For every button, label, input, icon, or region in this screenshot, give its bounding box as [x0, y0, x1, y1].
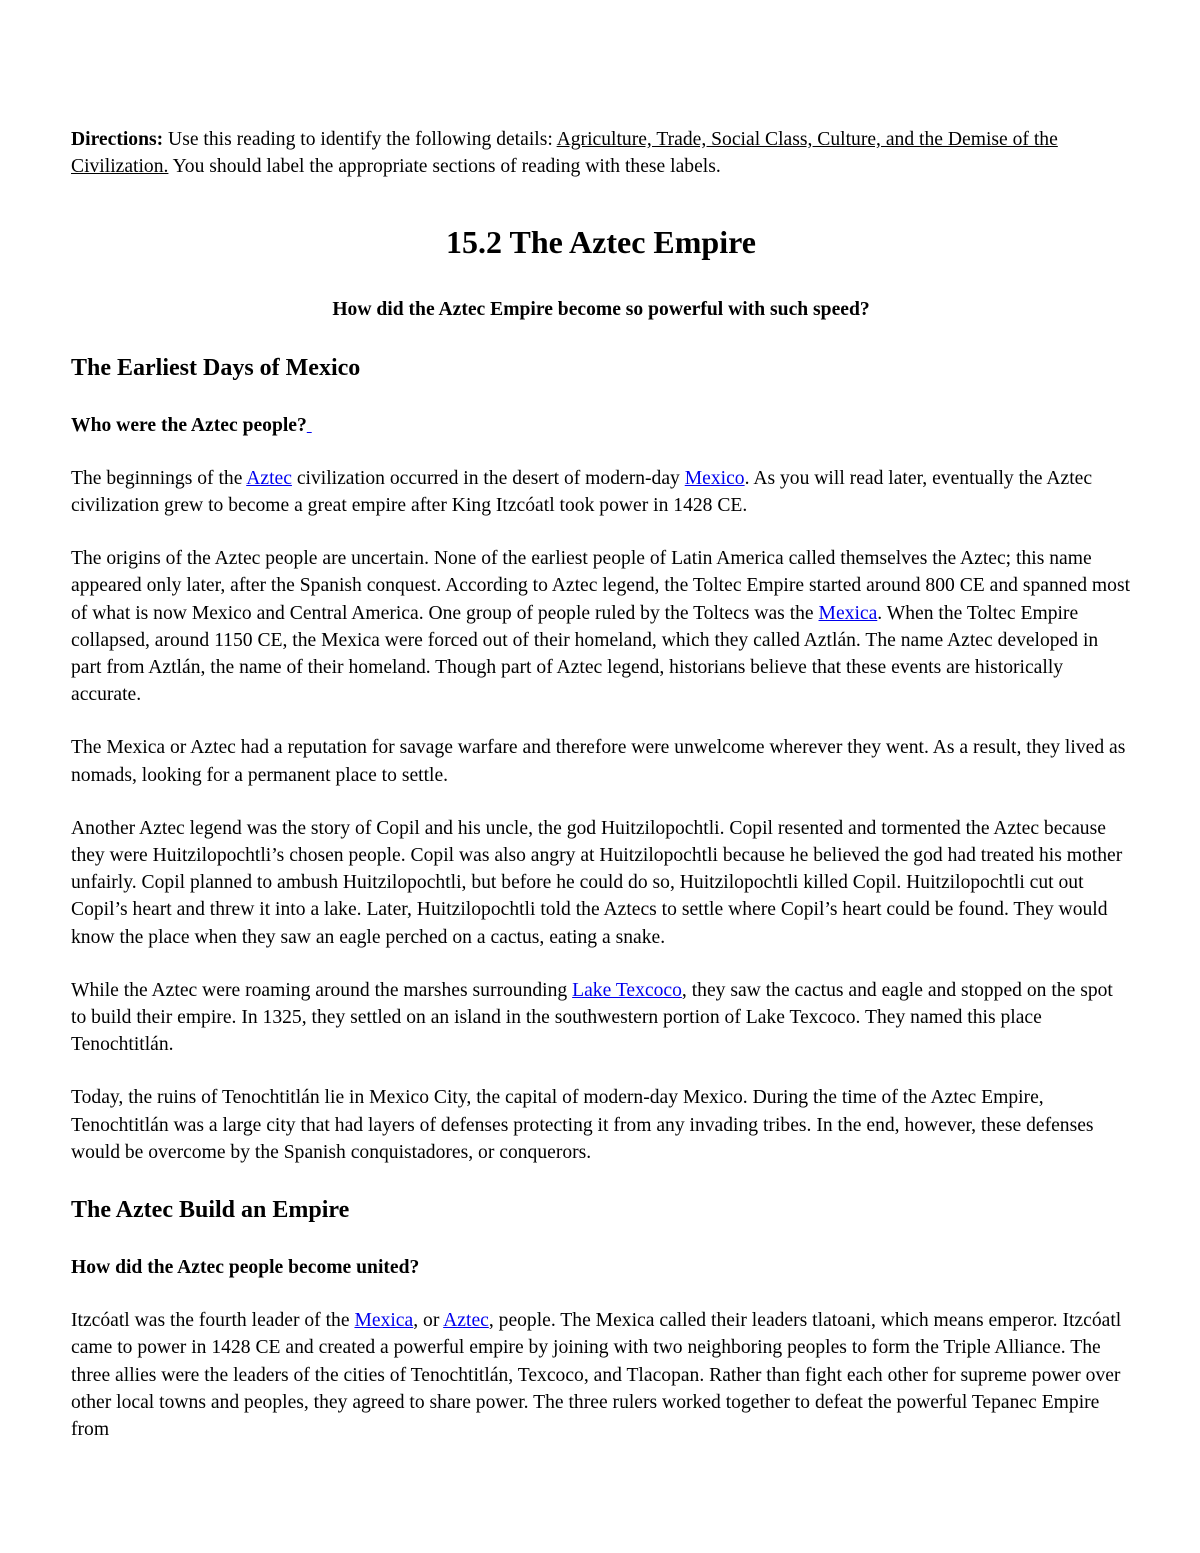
link-mexica[interactable]: Mexica — [818, 602, 878, 624]
section-question-united: How did the Aztec people become united? — [71, 1257, 420, 1279]
paragraph-copil-legend: Another Aztec legend was the story of Copil and his uncle, the god Huitzilopochtli. Copil resented and tormented the Aztec because they were Huitzilopochtli’s chosen people. Copil was also angry at Huitzilopochtli because he believed the god had treated his mother unfairly. Copil planned to ambush Huitzilopochtli, but before he could do so, Huitzilopochtli killed Copil. Huitzilopochtli cut out Copil’s heart and threw it into a lake. Later, Huitzilopochtli told the Aztecs to settle where Copil’s heart could be found. They would know the place when they saw an eagle perched on a cactus, eating a snake. — [71, 817, 1123, 948]
directions-underlined-topics: Agriculture, Trade, Social Class, Culture, and the Demise of the Civilization. — [71, 129, 1058, 178]
link-mexica-2[interactable]: Mexica — [354, 1310, 414, 1332]
paragraph-text: While the Aztec were roaming around the marshes surrounding — [71, 979, 573, 1001]
section-question-aztec-people — [71, 412, 1131, 439]
document-page — [71, 126, 1131, 1443]
paragraph-text: Itzcóatl was the fourth leader of the — [71, 1310, 355, 1332]
paragraph-text: , people. The Mexica called their leaders tlatoani, which means emperor. Itzcóatl came to power in 1428 CE and created a powerful empire by joining with two neighboring peoples to form the Triple Alliance. The three allies were the leaders of the cities of Tenochtitlán, Texcoco, and Tlacopan. Rather than fight each other for supreme power over other local towns and peoples, they agreed to share power. The three rulers worked together to defeat the powerful Tepanec Empire from — [71, 1310, 1122, 1441]
paragraph-itzcoatl — [71, 1307, 1131, 1443]
paragraph-text: civilization occurred in the desert of modern-day — [291, 467, 685, 489]
section-heading-build-empire: The Aztec Build an Empire — [71, 1197, 350, 1224]
question-link-marker[interactable] — [307, 415, 312, 436]
paragraph-text: , they saw the cactus and eagle and stopped on the spot to build their empire. In 1325, they settled on an island in the southwestern portion of Lake Texcoco. They named this place Tenochtitlán. — [71, 979, 1113, 1056]
paragraph-lake-texcoco — [71, 977, 1131, 1059]
paragraph-text: . When the Toltec Empire collapsed, around 1150 CE, the Mexica were forced out of their homeland, which they called Aztlán. The name Aztec developed in part from Aztlán, the name of their homeland. Though part of Aztec legend, historians believe that these events are historically accurate. — [71, 602, 1099, 706]
paragraph-text: . As you will read later, eventually the Aztec civilization grew to become a great empire after King Itzcóatl took power in 1428 CE. — [71, 467, 1093, 517]
link-aztec-2[interactable]: Aztec — [443, 1310, 489, 1332]
directions-text: Use this reading to identify the following details: — [163, 129, 557, 150]
link-aztec[interactable]: Aztec — [246, 467, 292, 489]
paragraph-nomads: The Mexica or Aztec had a reputation for savage warfare and therefore were unwelcome wherever they went. As a result, they lived as nomads, looking for a permanent place to settle. — [71, 737, 1126, 786]
question-text: Who were the Aztec people? — [71, 414, 307, 436]
paragraph-text: , or — [413, 1310, 444, 1332]
paragraph-text: The beginnings of the — [71, 467, 247, 489]
section-heading-earliest-days: The Earliest Days of Mexico — [71, 354, 361, 381]
paragraph-tenochtitlan-today: Today, the ruins of Tenochtitlán lie in Mexico City, the capital of modern-day Mexico. During the time of the Aztec Empire, Tenochtitlán was a large city that had layers of defenses protecting it from any invading tribes. In the end, however, these defenses would be overcome by the Spanish conquistadores, or conquerors. — [71, 1087, 1094, 1163]
paragraph-origins — [71, 545, 1131, 708]
paragraph-beginnings — [71, 465, 1131, 519]
directions-text-after: You should label the appropriate sections of reading with these labels. — [168, 156, 721, 178]
link-lake-texcoco[interactable]: Lake Texcoco — [572, 979, 682, 1001]
directions-paragraph — [71, 126, 1131, 180]
directions-label: Directions: — [71, 129, 164, 150]
link-mexico[interactable]: Mexico — [684, 467, 745, 489]
paragraph-text: The origins of the Aztec people are uncertain. None of the earliest people of Latin America called themselves the Aztec; this name appeared only later, after the Spanish conquest. According to Aztec legend, the Toltec Empire started around 800 CE and spanned most of what is now Mexico and Central America. One group of people ruled by the Toltecs was the — [71, 548, 1131, 624]
page-title: 15.2 The Aztec Empire — [446, 224, 756, 261]
essential-question: How did the Aztec Empire become so powerful with such speed? — [332, 299, 870, 321]
